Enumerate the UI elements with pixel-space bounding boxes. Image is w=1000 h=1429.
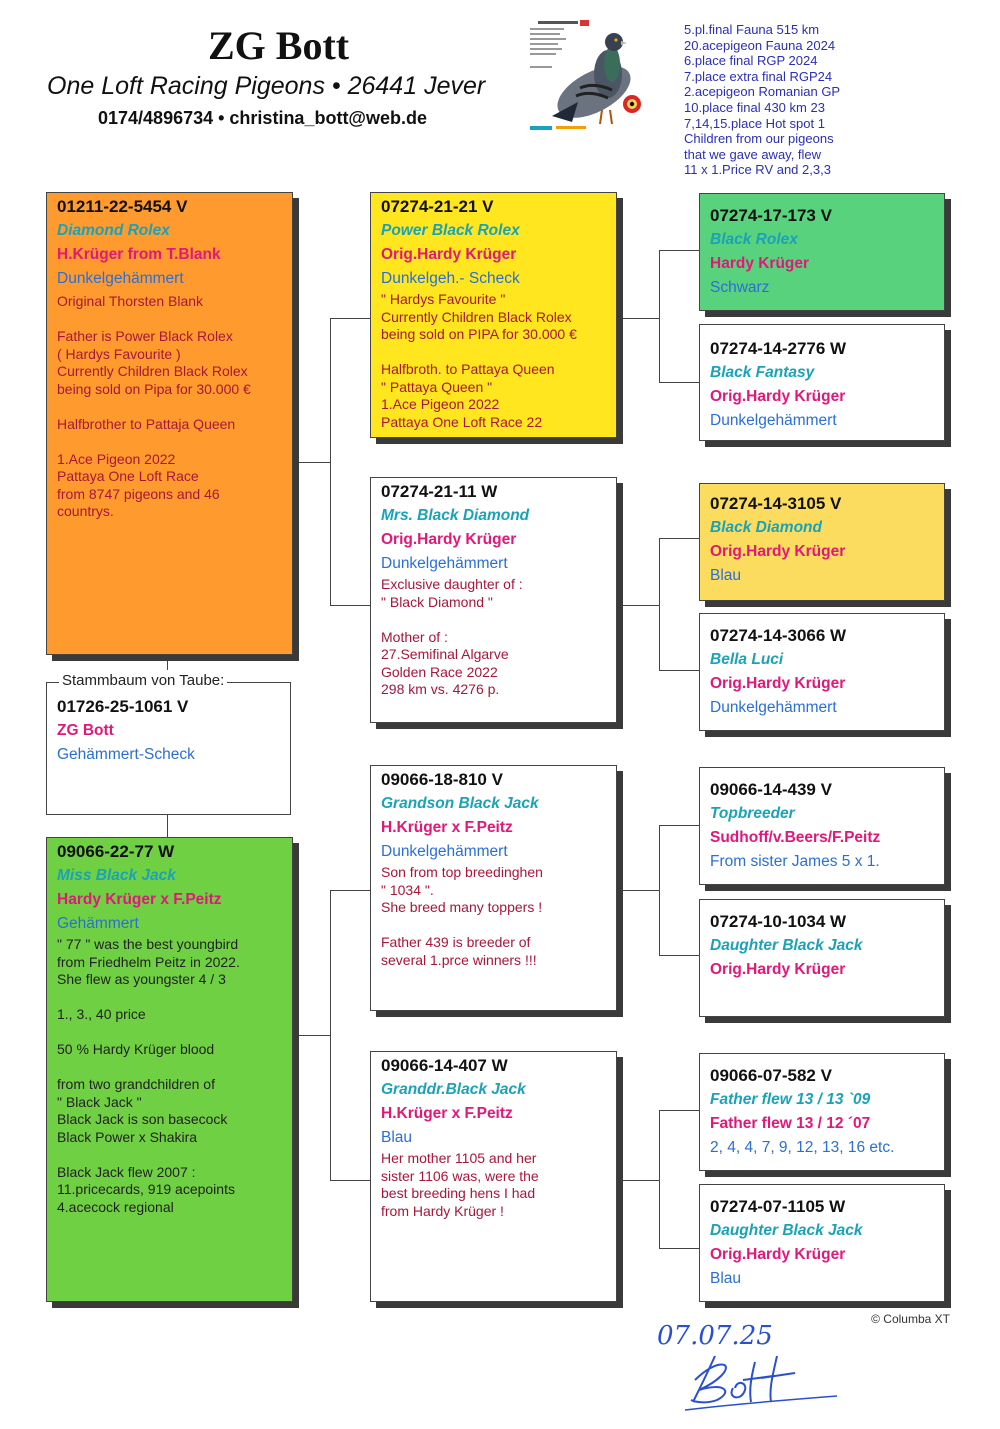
pigeon-name: Father flew 13 / 13 `09: [710, 1091, 871, 1108]
connector-line: [617, 318, 659, 319]
connector-line: [659, 955, 699, 956]
grandmother-paternal-card: [370, 477, 617, 723]
pigeon-name: Diamond Rolex: [57, 222, 170, 239]
ring-number: 07274-14-3066 W: [710, 626, 847, 645]
connector-line: [659, 825, 699, 826]
achievement-item: 11 x 1.Price RV and 2,3,3: [684, 162, 831, 178]
pigeon-name: Daughter Black Jack: [710, 1222, 863, 1239]
connector-line: [659, 538, 699, 539]
breeder: Orig.Hardy Krüger: [710, 543, 846, 560]
connector-line: [659, 250, 699, 251]
connector-line: [617, 605, 659, 606]
achievement-item: Children from our pigeons: [684, 131, 834, 147]
ancestor-fmm-card: [699, 613, 945, 731]
breeder: Orig.Hardy Krüger: [710, 1246, 846, 1263]
color-pattern: Dunkelgehämmert: [381, 555, 508, 572]
ancestor-mff-card: [699, 767, 945, 885]
contact-line: 0174/4896734 • christina_bott@web.de: [98, 108, 428, 128]
achievement-item: that we gave away, flew: [684, 146, 822, 162]
color-pattern: Dunkelgehämmert: [710, 412, 837, 429]
color-pattern: Blau: [710, 567, 742, 584]
connector-line: [659, 825, 660, 955]
connector-line: [330, 318, 370, 319]
ancestor-fff-card: [699, 193, 945, 311]
subtitle: One Loft Racing Pigeons • 26441 Jever: [47, 72, 486, 100]
pigeon-name: Miss Black Jack: [57, 867, 176, 884]
ancestor-mmf-card: [699, 1053, 945, 1171]
signature: [655, 1318, 845, 1413]
color-pattern: From sister James 5 x 1.: [710, 853, 880, 870]
achievement-item: 6.place final RGP 2024: [684, 53, 818, 69]
ring-number: 09066-22-77 W: [57, 842, 175, 861]
grandfather-paternal-card: [370, 192, 617, 438]
father-card: [46, 192, 293, 655]
breeder: H.Krüger x F.Peitz: [381, 1105, 513, 1122]
pigeon-name: Topbreeder: [710, 805, 795, 822]
pedigree-legend: Stammbaum von Taube:: [59, 672, 227, 689]
connector-line: [617, 890, 659, 891]
color-pattern: Dunkelgeh.- Scheck: [381, 270, 520, 287]
handwritten-date: 07.07.25: [657, 1321, 773, 1351]
ring-number: 07274-07-1105 W: [710, 1197, 846, 1216]
breeder: Father flew 13 / 12 ´07: [710, 1115, 871, 1132]
breeder: Orig.Hardy Krüger: [710, 675, 846, 692]
pigeon-photo: [520, 18, 662, 138]
mother-card: [46, 837, 293, 1302]
connector-line: [659, 1110, 699, 1111]
connector-line: [330, 890, 370, 891]
pigeon-name: Black Diamond: [710, 519, 822, 536]
pigeon-name: Black Fantasy: [710, 364, 815, 381]
pigeon-name: Daughter Black Jack: [710, 937, 863, 954]
breeder: Orig.Hardy Krüger: [710, 388, 846, 405]
color-pattern: Blau: [710, 1270, 742, 1287]
pigeon-name: Bella Luci: [710, 651, 784, 668]
pigeon-notes: Original Thorsten Blank Father is Power Black Rolex ( Hardys Favourite ) Currently Children Black Rolex being sold on Pipa for 30.000 € Halfbrother to Pattaja Queen 1.Ace Pigeon 2022 Pattaya One Loft Race from 8747 pigeons and 46 countrys.: [57, 293, 251, 519]
pigeon-notes: Her mother 1105 and her sister 1106 was, were the best breeding hens I had from Hardy Krüger !: [381, 1150, 539, 1219]
ring-number: 07274-21-11 W: [381, 482, 498, 501]
breeder: Hardy Krüger x F.Peitz: [57, 891, 222, 908]
pigeon-notes: Son from top breedinghen " 1034 ". She breed many toppers ! Father 439 is breeder of several 1.prce winners !!!: [381, 864, 543, 968]
pigeon-name: Granddr.Black Jack: [381, 1081, 526, 1098]
pigeon-notes: " 77 " was the best youngbird from Friedhelm Peitz in 2022. She flew as youngster 4 / 3 1., 3., 40 price 50 % Hardy Krüger blood from two grandchildren of " Black Jack " Black Jack is son basecock Black Power x Shakira Black Jack flew 2007 : 11.pricecards, 919 acepoints 4.acecock regional: [57, 936, 240, 1215]
connector-line: [293, 462, 330, 463]
connector-line: [659, 538, 660, 670]
achievement-item: 7.place extra final RGP24: [684, 68, 833, 84]
breeder: ZG Bott: [57, 722, 114, 739]
connector-line: [659, 670, 699, 671]
pigeon-name: Power Black Rolex: [381, 222, 520, 239]
connector-line: [659, 250, 660, 382]
connector-line: [617, 1180, 659, 1181]
connector-line: [659, 1110, 660, 1248]
pigeon-notes: Exclusive daughter of : " Black Diamond " Mother of : 27.Semifinal Algarve Golden Race 2022 298 km vs. 4276 p.: [381, 576, 523, 697]
breeder: Sudhoff/v.Beers/F.Peitz: [710, 829, 881, 846]
ring-number: 07274-14-2776 W: [710, 339, 847, 358]
breeder: Orig.Hardy Krüger: [710, 961, 846, 978]
ancestor-fmf-card: [699, 483, 945, 601]
ring-number: 09066-07-582 V: [710, 1066, 832, 1085]
connector-line: [167, 815, 168, 837]
color-pattern: Gehämmert-Scheck: [57, 746, 195, 763]
breeder: H.Krüger x F.Peitz: [381, 819, 513, 836]
connector-line: [330, 890, 331, 1180]
ring-number: 07274-21-21 V: [381, 197, 494, 216]
connector-line: [330, 605, 370, 606]
ring-number: 07274-17-173 V: [710, 206, 832, 225]
ring-number: 07274-14-3105 V: [710, 494, 842, 513]
connector-line: [330, 1180, 370, 1181]
color-pattern: 2, 4, 4, 7, 9, 12, 13, 16 etc.: [710, 1139, 895, 1156]
breeder: Orig.Hardy Krüger: [381, 531, 517, 548]
copyright: © Columba XT: [871, 1312, 950, 1326]
color-pattern: Dunkelgehämmert: [710, 699, 837, 716]
color-pattern: Gehämmert: [57, 915, 139, 932]
grandfather-maternal-card: [370, 765, 617, 1011]
pigeon-name: Grandson Black Jack: [381, 795, 539, 812]
color-pattern: Schwarz: [710, 279, 770, 296]
ring-number: 01211-22-5454 V: [57, 197, 188, 216]
color-pattern: Blau: [381, 1129, 413, 1146]
grandmother-maternal-card: [370, 1051, 617, 1302]
ring-number: 09066-14-439 V: [710, 780, 832, 799]
pigeon-name: Black Rolex: [710, 231, 798, 248]
achievement-item: 20.acepigeon Fauna 2024: [684, 37, 836, 53]
pigeon-name: Mrs. Black Diamond: [381, 507, 530, 524]
connector-line: [330, 318, 331, 605]
breeder: H.Krüger from T.Blank: [57, 246, 221, 263]
color-pattern: Dunkelgehämmert: [57, 270, 184, 287]
breeder: Orig.Hardy Krüger: [381, 246, 517, 263]
connector-line: [659, 382, 699, 383]
color-pattern: Dunkelgehämmert: [381, 843, 508, 860]
achievement-item: 7,14,15.place Hot spot 1: [684, 115, 825, 131]
subject-card: [46, 682, 291, 815]
connector-line: [293, 1035, 330, 1036]
connector-line: [167, 655, 168, 670]
ring-number: 09066-18-810 V: [381, 770, 503, 789]
ancestor-mfm-card: [699, 899, 945, 1017]
achievement-item: 2.acepigeon Romanian GP: [684, 84, 841, 100]
ring-number: 01726-25-1061 V: [57, 697, 189, 716]
breeder: Hardy Krüger: [710, 255, 810, 272]
pigeon-notes: " Hardys Favourite " Currently Children Black Rolex being sold on PIPA for 30.000 € Halfbroth. to Pattaya Queen " Pattaya Queen " 1.Ace Pigeon 2022 Pattaya One Loft Race 22: [381, 291, 577, 430]
ring-number: 09066-14-407 W: [381, 1056, 508, 1075]
ring-number: 07274-10-1034 W: [710, 912, 847, 931]
achievement-item: 10.place final 430 km 23: [684, 99, 825, 115]
achievement-item: 5.pl.final Fauna 515 km: [684, 22, 820, 37]
achievements-list: [684, 22, 840, 178]
ancestor-mmm-card: [699, 1184, 945, 1302]
ancestor-ffm-card: [699, 324, 945, 441]
connector-line: [659, 1248, 699, 1249]
page-title: ZG Bott: [208, 23, 350, 68]
